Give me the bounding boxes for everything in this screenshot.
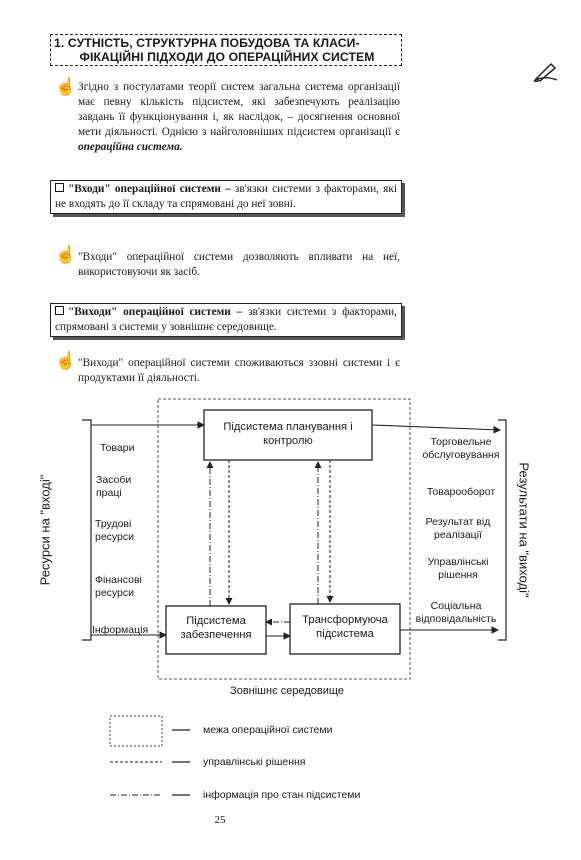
section-title-line2: ФІКАЦІЙНІ ПІДХОДИ ДО ОПЕРАЦІЙНИХ СИСТЕМ [79, 50, 375, 64]
output-arrow-top [372, 425, 500, 430]
pointing-hand-icon: ☝ [55, 351, 77, 370]
definition-inputs-term: "Входи" операційної системи – [68, 183, 231, 195]
legend-info-label: інформація про стан підсистеми [203, 789, 361, 801]
inputs-bracket [82, 420, 91, 640]
outputs-vertical-title: Результати на "виході" [516, 462, 532, 598]
page-number: 25 [214, 814, 226, 826]
environment-label: Зовнішнє середовище [230, 685, 344, 697]
transform-box-label: Трансформуюча підсистема [302, 614, 388, 640]
definition-outputs-text: зв'язки системи з факторами, спрямовані з системи у зовнішнє середовище. [55, 306, 397, 333]
legend-boundary-sample [110, 716, 162, 746]
output-item: Товарооборот [426, 486, 496, 498]
output-item: Управлінські рішення [427, 556, 489, 581]
support-box-label: Підсистема забезпечення [180, 615, 252, 641]
planning-box-label: Підсистема планування і контролю [223, 421, 353, 447]
note-outputs: "Виходи" операційної системи споживаються ззовні системи і є продуктами її діяльності. [78, 357, 400, 384]
input-item: Трудові ресурси [95, 518, 135, 543]
input-item: Фінансові ресурси [95, 574, 142, 599]
section-title-line1: 1. СУТНІСТЬ, СТРУКТУРНА ПОБУДОВА ТА КЛАСИ- [54, 36, 360, 50]
legend-boundary-label: межа операційної системи [203, 724, 333, 736]
output-item: Торговельне обслуговування [422, 436, 500, 461]
intro-text: Згідно з постулатами теорії систем загальна система організації має певну кількість підсистем, які забезпечують реалізацію завдань її функціонування і, як наслідок, – досягнення основної мети діяльності. Однією з найголовніших підсистем організації є [78, 81, 400, 138]
input-item: Інформація [92, 624, 149, 636]
inputs-vertical-title: Ресурси на "вході" [37, 474, 53, 586]
output-item: Соціальна відповідальність [415, 600, 497, 625]
input-item: Засоби праці [96, 474, 132, 499]
intro-emphasis: операційна система. [78, 141, 183, 153]
pointing-hand-icon: ☝ [55, 77, 77, 96]
definition-outputs-term: "Виходи" операційної системи – [68, 306, 243, 318]
input-item: Товари [100, 442, 135, 454]
definition-inputs-text: зв'язки системи з факторами, які не входять до її складу та спрямовані до неї зовні. [55, 183, 397, 210]
pointing-hand-icon: ☝ [55, 245, 77, 264]
output-item: Результат від реалізації [425, 516, 491, 541]
note-inputs: "Входи" операційної системи дозволяють впливати на неї, використовуючи як засіб. [78, 251, 400, 278]
legend-decision-label: управлінські рішення [203, 756, 306, 768]
